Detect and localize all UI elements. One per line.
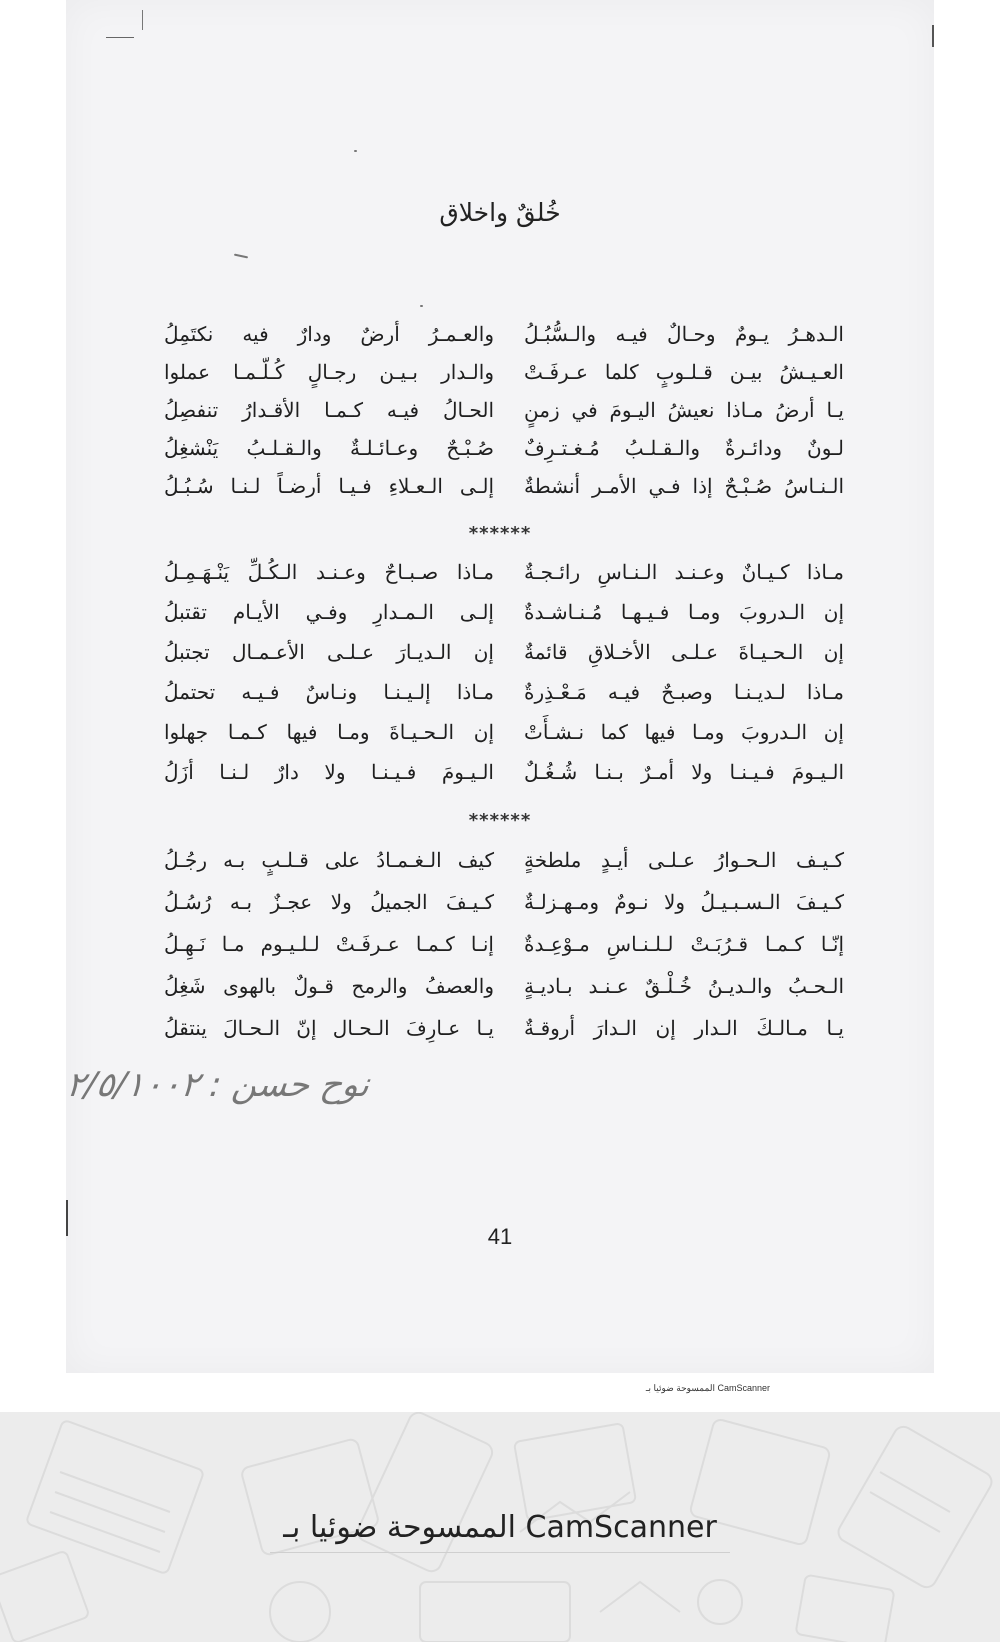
verse-second-hemistich: إن الـديـارَ عـلـى الأعـمـال تجتبلُ xyxy=(164,640,494,664)
verse-first-hemistich: كـيـفَ الـسـبـيـلُ ولا نـومٌ ومـهـزلـةٌ xyxy=(524,890,844,914)
verse-second-hemistich: والعصفُ والرمح قـولٌ بالهوى شَغِلُ xyxy=(164,974,494,998)
verse-second-hemistich: والعـمـرُ أرضٌ ودارٌ فيه نكتَمِلُ xyxy=(164,322,494,346)
poem-title: خُلقٌ واخلاق xyxy=(439,198,561,227)
handwritten-signature: نوح حسن : ٢/٥/١٠٠٢ xyxy=(64,1065,372,1105)
verse xyxy=(66,760,934,800)
verse-second-hemistich: كـيـفَ الجميلُ ولا عجـزٌ بـه رُسُـلُ xyxy=(164,890,494,914)
page-number: 41 xyxy=(487,1224,513,1249)
verse xyxy=(66,560,934,600)
verse xyxy=(66,360,934,400)
verse-second-hemistich: صُـبْـحٌ وعـائـلـةٌ والـقـلـبُ يَنْشغِلُ xyxy=(164,436,494,460)
verse-second-hemistich: الـيـومَ فـيـنـا ولا دارٌ لـنـا أزَلُ xyxy=(164,760,494,784)
verse-first-hemistich: إن الـدروبَ ومـا فيها كما نـشـأَتْ xyxy=(524,720,844,744)
verse xyxy=(66,474,934,514)
paper-speck xyxy=(420,305,423,307)
verse-first-hemistich: الـدهـرُ يـومٌ وحـالٌ فيـه والـسُّبُـلُ xyxy=(524,322,844,346)
camscanner-footer xyxy=(0,1412,1000,1642)
verse xyxy=(66,640,934,680)
stanza-separator: ****** xyxy=(468,810,532,831)
footer-divider xyxy=(270,1552,730,1553)
verse-first-hemistich: لـونٌ ودائـرةٌ والـقـلـبُ مُـغـتـرِفٌ xyxy=(524,436,844,460)
verse xyxy=(66,720,934,760)
verse-first-hemistich: مـاذا كـيـانٌ وعـنـد الـنـاسِ رائـجـةٌ xyxy=(524,560,844,584)
verse xyxy=(66,398,934,438)
scanned-page xyxy=(66,0,934,1373)
verse-second-hemistich: كيف الـغـمـادُ على قـلـبٍ بـه رجُـلُ xyxy=(164,848,494,872)
verse xyxy=(66,890,934,930)
verse-first-hemistich: إن الـحـيـاةَ عـلـى الأخـلاقِ قائمةٌ xyxy=(524,640,844,664)
verse xyxy=(66,932,934,972)
verse xyxy=(66,1016,934,1056)
page-mark xyxy=(932,25,934,47)
verse-second-hemistich: والـدار بـيـن رجـالٍ كُـلّـمـا عملوا xyxy=(164,360,494,384)
stanza-separator: ****** xyxy=(468,523,532,544)
verse-second-hemistich: إن الـحـيـاةَ ومـا فيها كـمـا جهلوا xyxy=(164,720,494,744)
verse-first-hemistich: يـا مـالـكَ الـدار إن الـدارَ أروقـةٌ xyxy=(524,1016,844,1040)
verse-first-hemistich: كـيـف الـحـوارُ عـلـى أيـدٍ ملطخةٍ xyxy=(524,848,844,872)
verse-first-hemistich: يـا أرضُ مـاذا نعيشُ اليـومَ في زمنٍ xyxy=(524,398,844,422)
scan-watermark: الممسوحة ضوئيا بـ CamScanner xyxy=(645,1383,770,1393)
verse-first-hemistich: الـحـبُ والـديـنُ خُـلْـقٌ عـنـد بـاديـةٍ xyxy=(524,974,844,998)
verse-first-hemistich: العـيـشُ بيـن قـلـوبٍ كلما عـرفَـتْ xyxy=(524,360,844,384)
verse xyxy=(66,436,934,476)
verse-first-hemistich: إنّـا كـمـا قـرُبَـتْ لـلـنـاسِ مـوْعِـدةٌ xyxy=(524,932,844,956)
verse-second-hemistich: الحـالُ فيـه كـمـا الأقـدارُ تنفصِلُ xyxy=(164,398,494,422)
paper-speck xyxy=(234,254,248,259)
verse xyxy=(66,322,934,362)
verse-first-hemistich: مـاذا لـديـنـا وصبـحٌ فيـه مَـعْـذِرةٌ xyxy=(524,680,844,704)
verse-second-hemistich: إنـا كـمـا عـرفَـتْ لـلـيـوم مـا نَـهِـلُ xyxy=(164,932,494,956)
verse-second-hemistich: إلـى الـعـلاءِ فـيـا أرضـاً لـنـا سُـبُـلُ xyxy=(164,474,494,498)
verse-second-hemistich: يـا عـارِفَ الـحـال إنّ الـحـالَ ينتقلُ xyxy=(164,1016,494,1040)
verse xyxy=(66,974,934,1014)
paper-speck xyxy=(354,150,357,152)
verse-first-hemistich: الـنـاسُ صُـبْـحٌ إذا فـي الأمـر أنشطةٌ xyxy=(524,474,844,498)
verse-first-hemistich: الـيـومَ فـيـنـا ولا أمـرٌ بـنـا شُـغُـلٌ xyxy=(524,760,844,784)
verse-first-hemistich: إن الـدروبَ ومـا فـيـهـا مُـنـاشـدةٌ xyxy=(524,600,844,624)
verse xyxy=(66,848,934,888)
camscanner-caption: الممسوحة ضوئيا بـ CamScanner xyxy=(283,1510,717,1545)
verse xyxy=(66,680,934,720)
verse-second-hemistich: مـاذا صـبـاحٌ وعـنـد الـكُـلِّ يَنْـهَـمِـلُ xyxy=(164,560,494,584)
verse xyxy=(66,600,934,640)
page-mark xyxy=(142,10,143,30)
verse-second-hemistich: إلـى الـمـدارِ وفـي الأيـام تقتبلُ xyxy=(164,600,494,624)
page-mark xyxy=(106,37,134,38)
verse-second-hemistich: مـاذا إلـيـنـا ونـاسٌ فـيـه تحتملُ xyxy=(164,680,494,704)
